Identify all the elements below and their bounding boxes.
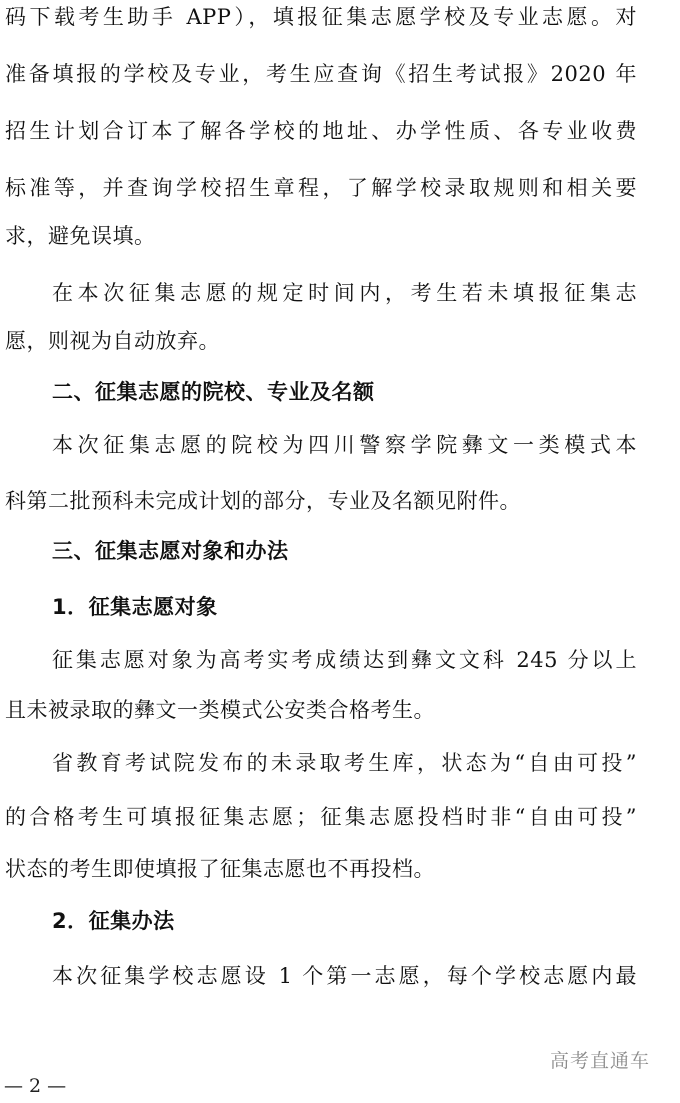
paragraph-line: 的合格考生可填报征集志愿；征集志愿投档时非“自由可投” <box>5 805 637 829</box>
paragraph-line: 本次征集学校志愿设 1 个第一志愿，每个学校志愿内最 <box>52 964 637 988</box>
paragraph-line: 标准等，并查询学校招生章程，了解学校录取规则和相关要 <box>5 176 637 200</box>
paragraph-line: 码下载考生助手 APP），填报征集志愿学校及专业志愿。对 <box>5 5 637 29</box>
paragraph-line: 且未被录取的彝文一类模式公安类合格考生。 <box>5 698 435 722</box>
paragraph-line: 征集志愿对象为高考实考成绩达到彝文文科 245 分以上 <box>52 648 637 672</box>
paragraph-line: 准备填报的学校及专业，考生应查询《招生考试报》2020 年 <box>5 62 637 86</box>
paragraph-line: 愿，则视为自动放弃。 <box>5 329 220 353</box>
page-number: — 2 — <box>4 1075 67 1097</box>
paragraph-line: 科第二批预科未完成计划的部分，专业及名额见附件。 <box>5 489 521 513</box>
paragraph-line: 求，避免误填。 <box>5 224 156 248</box>
paragraph-line: 状态的考生即使填报了征集志愿也不再投档。 <box>5 857 435 881</box>
paragraph-line: 在本次征集志愿的规定时间内，考生若未填报征集志 <box>52 281 637 305</box>
paragraph-line: 招生计划合订本了解各学校的地址、办学性质、各专业收费 <box>5 119 637 143</box>
subsection-heading-1: 1．征集志愿对象 <box>52 595 218 619</box>
section-heading-three: 三、征集志愿对象和办法 <box>52 539 289 563</box>
paragraph-line: 本次征集志愿的院校为四川警察学院彝文一类模式本 <box>52 433 637 457</box>
watermark-text: 高考直通车 <box>549 1050 650 1072</box>
section-heading-two: 二、征集志愿的院校、专业及名额 <box>52 380 375 404</box>
paragraph-line: 省教育考试院发布的未录取考生库，状态为“自由可投” <box>52 751 637 775</box>
subsection-heading-2: 2．征集办法 <box>52 909 175 933</box>
